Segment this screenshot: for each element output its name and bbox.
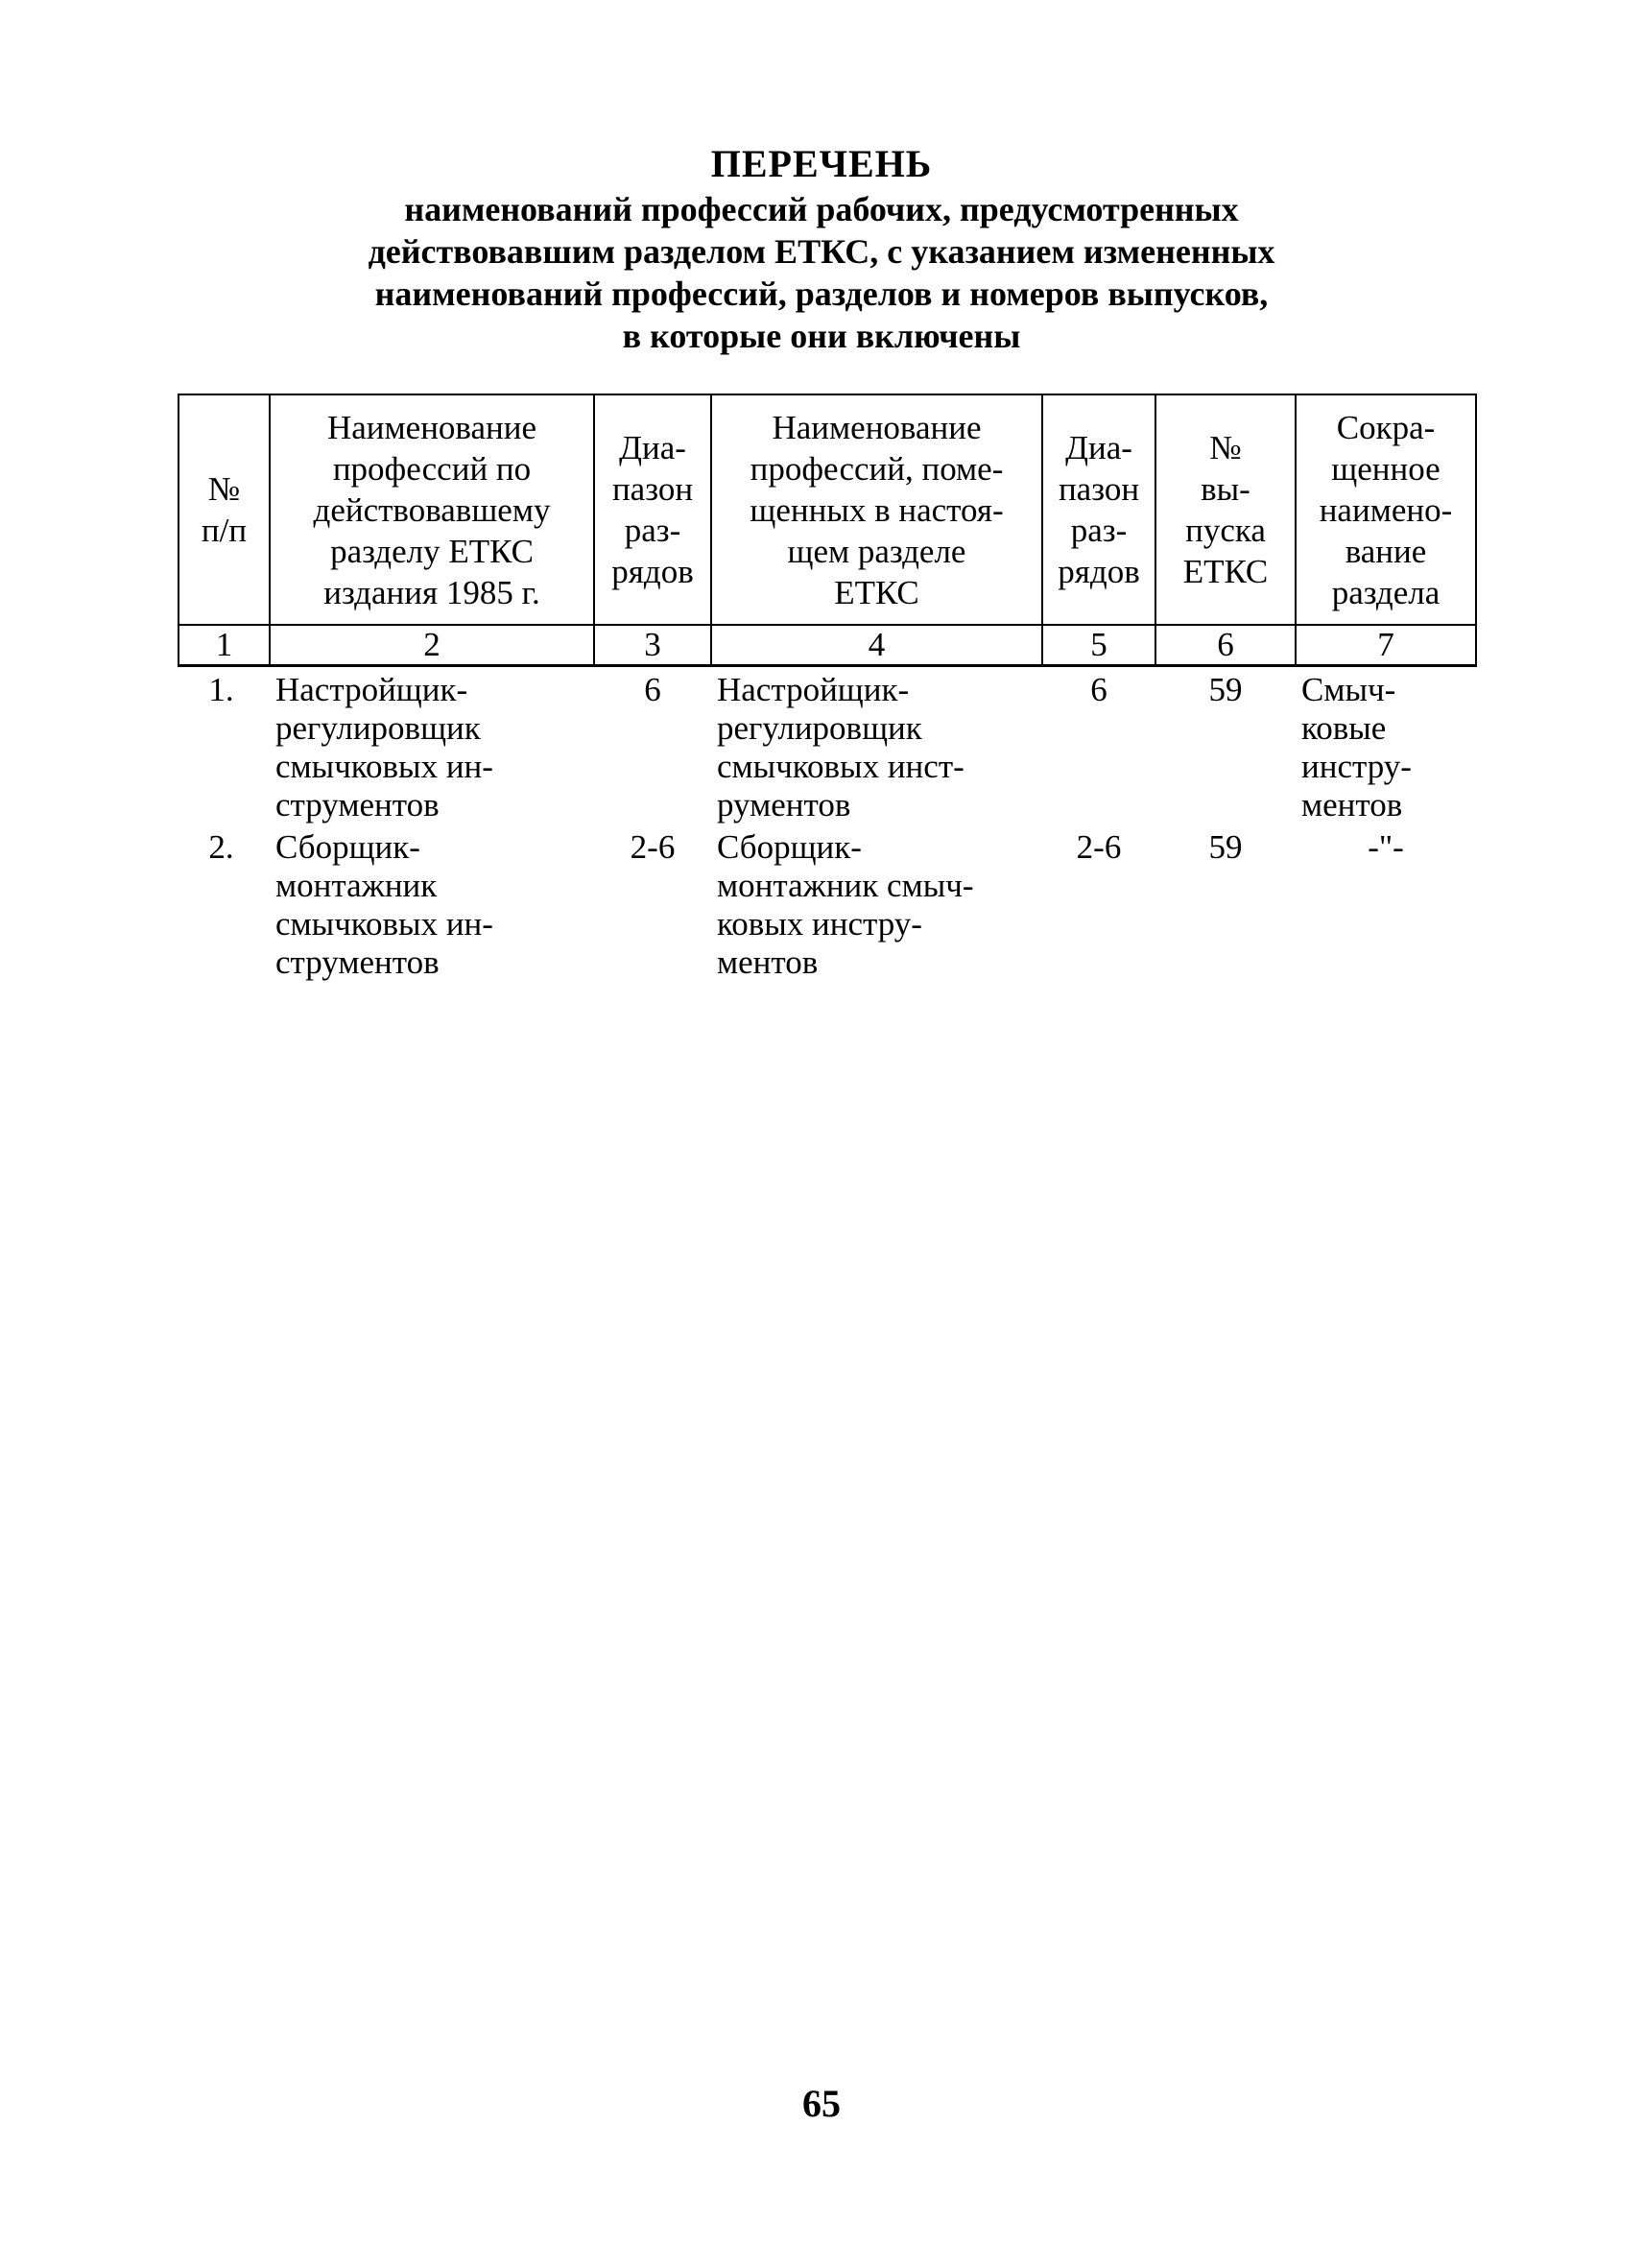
row-number: 2.: [208, 828, 234, 866]
header-new-grade-range: Диа- пазон раз- рядов: [1042, 394, 1155, 625]
header-old-profession-name: Наименование профессий по действовавшему разделу ЕТКС издания 1985 г.: [270, 394, 594, 625]
header-issue-number: № вы- пуска ЕТКС: [1155, 394, 1296, 625]
section-short-name: -"-: [1368, 828, 1404, 866]
header-number: № п/п: [179, 394, 270, 625]
section-short-name: Смыч- ковые инстру- ментов: [1301, 671, 1412, 824]
table-header-row: [179, 394, 1476, 625]
document-subtitle-line-2: действовавшим разделом ЕТКС, с указанием измененных: [368, 232, 1275, 271]
column-number: 5: [1042, 625, 1155, 666]
column-number: 2: [270, 625, 594, 666]
table-row: [179, 824, 1476, 982]
document-title: ПЕРЕЧЕНЬ: [710, 142, 933, 185]
old-profession-name: Настройщик- регулировщик смычковых ин- струментов: [275, 671, 493, 824]
document-title-block: [0, 142, 1643, 357]
header-section-short-name: Сокра- щенное наимено- вание раздела: [1296, 394, 1476, 625]
old-profession-name: Сборщик- монтажник смычковых ин- струментов: [275, 828, 493, 981]
column-number: 4: [711, 625, 1042, 666]
old-grade-range: 6: [644, 671, 661, 708]
new-profession-name: Настройщик- регулировщик смычковых инст- рументов: [717, 671, 964, 824]
new-profession-name: Сборщик- монтажник смыч- ковых инстру- ментов: [717, 828, 974, 981]
issue-number: 59: [1208, 671, 1243, 708]
new-grade-range: 2-6: [1076, 828, 1122, 866]
table-row: [179, 666, 1476, 825]
issue-number: 59: [1208, 828, 1243, 866]
professions-table: [178, 394, 1477, 982]
column-number: 1: [179, 625, 270, 666]
old-grade-range: 2-6: [630, 828, 676, 866]
column-number: 3: [594, 625, 711, 666]
row-number: 1.: [208, 671, 234, 708]
document-subtitle-line-1: наименований профессий рабочих, предусмотренных: [404, 190, 1239, 228]
table-column-numbers-row: [179, 625, 1476, 666]
page-number: 65: [802, 2082, 841, 2125]
new-grade-range: 6: [1090, 671, 1107, 708]
document-subtitle-line-3: наименований профессий, разделов и номеров выпусков,: [374, 275, 1269, 313]
header-old-grade-range: Диа- пазон раз- рядов: [594, 394, 711, 625]
document-subtitle-line-4: в которые они включены: [622, 317, 1021, 355]
header-new-profession-name: Наименование профессий, поме- щенных в настоя- щем разделе ЕТКС: [711, 394, 1042, 625]
column-number: 7: [1296, 625, 1476, 666]
column-number: 6: [1155, 625, 1296, 666]
